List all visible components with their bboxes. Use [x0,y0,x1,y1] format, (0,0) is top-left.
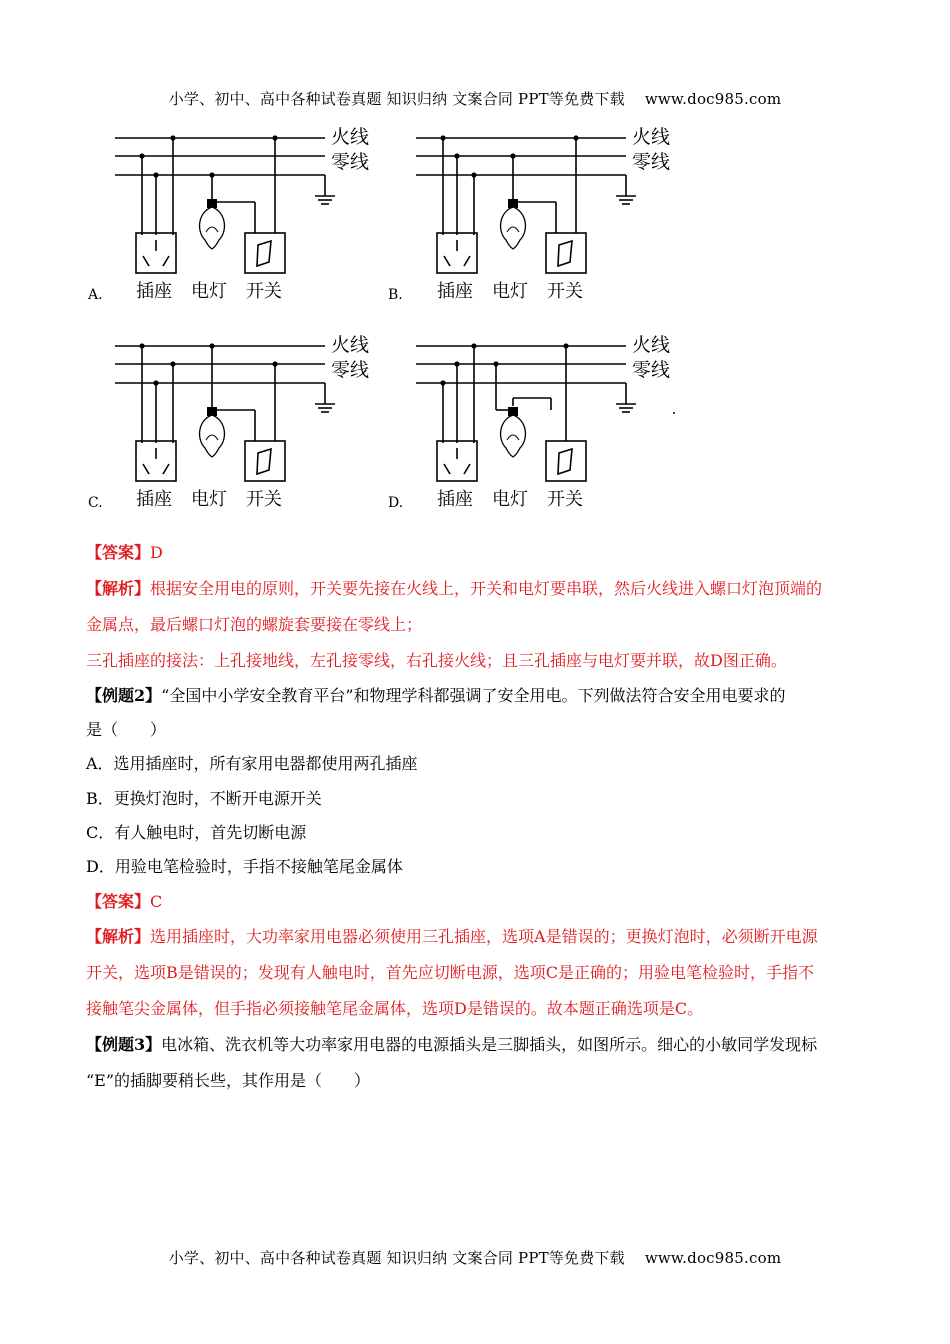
ex2-choice-c: C．有人触电时，首先切断电源 [86,823,307,842]
ex3-question-line-2: “E”的插脚要稍长些，其作用是（ ） [86,1071,371,1090]
option-d-label: D. [388,495,404,511]
header-url[interactable]: www.doc985.com [644,90,782,108]
lamp-label: 电灯 [191,489,227,510]
switch-label: 开关 [547,281,583,302]
ex3-label: 【例题3】 [86,1035,162,1054]
ex2-answer [86,892,876,912]
ex2-analysis-line-1: 【解析】选用插座时，大功率家用电器必须使用三孔插座，选项A是错误的；更换灯泡时，必须断开电源 [86,927,818,946]
neutral-wire-label: 零线 [331,151,370,173]
circuit-diagram-d [416,328,716,528]
ex2-label: 【例题2】 [86,686,162,705]
ex1-answer-value: D [150,543,163,562]
option-b-label: B. [388,287,403,303]
ex1-answer-label: 【答案】 [86,543,151,562]
neutral-wire-label: 零线 [632,151,671,173]
ex2-answer-label: 【答案】 [86,892,151,911]
socket-label: 插座 [437,281,473,302]
ex2-question-line-2: 是（ ） [86,720,167,739]
option-c-label: C. [88,495,103,511]
switch-label: 开关 [246,489,282,510]
ex2-choice-b: B．更换灯泡时，不断开电源开关 [86,789,322,808]
ex2-analysis-label: 【解析】 [86,927,151,946]
socket-label: 插座 [136,489,172,510]
ex3-question-line-1: 【例题3】电冰箱、洗衣机等大功率家用电器的电源插头是三脚插头，如图所示。细心的小敏同学发现标 [86,1035,818,1054]
ex2-analysis-line-3: 接触笔尖金属体，但手指必须接触笔尾金属体，选项D是错误的。故本题正确选项是C。 [86,999,704,1018]
switch-label: 开关 [246,281,282,302]
neutral-wire-label: 零线 [331,359,370,381]
lamp-label: 电灯 [492,281,528,302]
ex2-analysis-line-2: 开关，选项B是错误的；发现有人触电时，首先应切断电源，选项C是正确的；用验电笔检验时，手指不 [86,963,815,982]
page-footer [0,1247,950,1268]
ex2-question-line-1: 【例题2】“全国中小学安全教育平台”和物理学科都强调了安全用电。下列做法符合安全用电要求的 [86,686,786,705]
header-text: 小学、初中、高中各种试卷真题 知识归纳 文案合同 PPT等免费下载 [168,90,625,108]
ex1-analysis-label: 【解析】 [86,579,151,598]
ex2-answer-value: C [150,892,163,911]
circuit-diagram-c [115,328,415,528]
page-header [0,88,950,109]
ex2-choice-a: A．选用插座时，所有家用电器都使用两孔插座 [86,754,418,773]
ex1-answer [86,543,876,563]
live-wire-label: 火线 [632,334,671,356]
lamp-label: 电灯 [492,489,528,510]
live-wire-label: 火线 [331,126,370,148]
circuit-diagram-b [416,120,716,320]
neutral-wire-label: 零线 [632,359,671,381]
ex1-analysis-line-2: 金属点，最后螺口灯泡的螺旋套要接在零线上； [86,615,423,634]
live-wire-label: 火线 [331,334,370,356]
footer-url[interactable]: www.doc985.com [644,1249,782,1267]
live-wire-label: 火线 [632,126,671,148]
footer-text: 小学、初中、高中各种试卷真题 知识归纳 文案合同 PPT等免费下载 [168,1249,625,1267]
ex2-choice-d: D．用验电笔检验时，手指不接触笔尾金属体 [86,857,403,876]
ex1-analysis-line-3: 三孔插座的接法：上孔接地线，左孔接零线，右孔接火线；且三孔插座与电灯要并联，故D图正确。 [86,651,787,670]
socket-label: 插座 [136,281,172,302]
option-a-label: A. [88,287,103,303]
socket-label: 插座 [437,489,473,510]
switch-label: 开关 [547,489,583,510]
lamp-label: 电灯 [191,281,227,302]
ex1-analysis-line-1: 【解析】根据安全用电的原则，开关要先接在火线上，开关和电灯要串联，然后火线进入螺口灯泡顶端的 [86,579,823,598]
circuit-diagram-a [115,120,415,320]
